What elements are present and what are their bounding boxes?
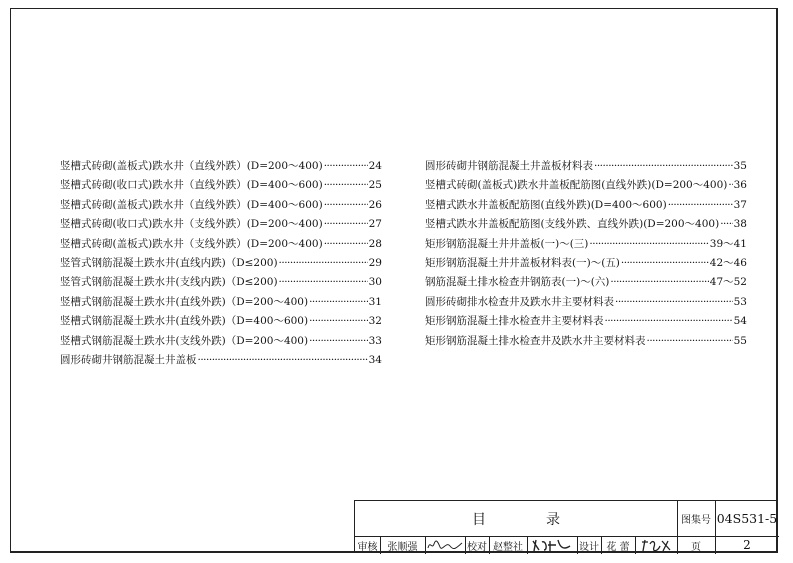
toc-entry-page: 47～52 <box>709 276 747 289</box>
page-label: 页 <box>691 541 701 553</box>
toc-leader-dots <box>309 293 368 312</box>
reviewer-signature-mark <box>426 538 464 552</box>
toc-entry-title: 竖槽式砖砌(盖板式)跌水井（直线外跌）(D=400～600) <box>60 198 323 211</box>
toc-entry <box>425 157 747 176</box>
toc-entry-page: 26 <box>368 198 382 211</box>
toc-leader-dots <box>605 312 733 331</box>
toc-entry <box>60 215 382 234</box>
designer-signature-mark <box>638 538 674 553</box>
designer-name: 花 蕾 <box>606 541 630 553</box>
toc-entry-page: 34 <box>368 353 382 366</box>
toc-entry-page: 32 <box>368 315 382 328</box>
toc-entry-page: 39～41 <box>709 237 747 250</box>
toc-entry <box>60 312 382 331</box>
toc-entry-page: 35 <box>733 160 747 172</box>
toc-entry <box>60 293 382 312</box>
toc-leader-dots <box>610 273 708 292</box>
toc-entry-title: 矩形钢筋混凝土井井盖板(一)～(三) <box>425 237 589 250</box>
toc-entry-page: 38 <box>733 218 747 231</box>
toc-entry-title: 钢筋混凝土排水检查井钢筋表(一)～(六) <box>425 276 610 289</box>
toc-entry <box>425 235 747 254</box>
toc-entry-page: 54 <box>733 315 747 328</box>
toc-entry <box>60 273 382 292</box>
reviewer-name: 张顺强 <box>387 541 418 553</box>
toc-leader-dots <box>324 196 368 215</box>
toc-entry-page: 53 <box>733 295 747 308</box>
toc-entry-title: 竖管式钢筋混凝土跌水井(支线内跌)（D≤200) <box>60 276 278 289</box>
toc-entry-title: 圆形砖砌井钢筋混凝土井盖板 <box>60 353 197 366</box>
toc-entry-title: 竖槽式钢筋混凝土跌水井(直线外跌)（D=200～400) <box>60 295 309 308</box>
toc-entry-page: 33 <box>368 334 382 347</box>
toc-leader-dots <box>309 312 368 331</box>
toc-leader-dots <box>621 254 709 273</box>
toc-leader-dots <box>309 332 368 351</box>
checker-signature-mark <box>530 538 574 553</box>
toc-entry-title: 竖槽式砖砌(收口式)跌水井（直线外跌）(D=400～600) <box>60 179 323 192</box>
toc-entry <box>60 235 382 254</box>
toc-entry-title: 圆形砖砌井钢筋混凝土井盖板材料表 <box>425 160 593 172</box>
toc-leader-dots <box>589 235 708 254</box>
toc-entry-title: 竖槽式砖砌(盖板式)跌水井（支线外跌）(D=200～400) <box>60 237 323 250</box>
toc-entry-title: 竖槽式钢筋混凝土跌水井(支线外跌)（D=200～400) <box>60 334 309 347</box>
toc-entry-page: 36 <box>733 179 747 192</box>
toc-entry-title: 竖槽式砖砌(盖板式)跌水井盖板配筋图(直线外跌)(D=200～400) <box>425 179 728 192</box>
page-number: 2 <box>743 538 751 552</box>
toc-entry-title: 竖槽式跌水井盖板配筋图(支线外跌、直线外跌)(D=200～400) <box>425 218 720 231</box>
check-label: 校对 <box>467 541 487 553</box>
toc-entry-page: 31 <box>368 295 382 308</box>
toc-entry-page: 27 <box>368 218 382 231</box>
toc-leader-dots <box>198 351 368 370</box>
toc-entry-page: 29 <box>368 256 382 269</box>
toc-entry <box>425 293 747 312</box>
toc-entry <box>425 176 747 195</box>
toc-entry <box>425 196 747 215</box>
toc-entry-title: 竖槽式砖砌(盖板式)跌水井（直线外跌）(D=200～400) <box>60 160 323 172</box>
title-block <box>354 500 778 553</box>
toc-entry-title: 竖槽式砖砌(收口式)跌水井（支线外跌）(D=200～400) <box>60 218 323 231</box>
toc-entry-page: 30 <box>368 276 382 289</box>
toc-entry <box>425 215 747 234</box>
toc-entry <box>425 273 747 292</box>
toc-leader-dots <box>324 235 368 254</box>
toc-entry <box>60 176 382 195</box>
toc-leader-dots <box>324 157 368 176</box>
toc-entry-title: 竖槽式跌水井盖板配筋图(直线外跌)(D=400～600) <box>425 198 667 211</box>
toc-entry-page: 25 <box>368 179 382 192</box>
toc-entry-title: 矩形钢筋混凝土排水检查井主要材料表 <box>425 315 604 328</box>
toc-leader-dots <box>324 215 368 234</box>
checker-name: 赵整社 <box>493 541 523 553</box>
toc-entry-page: 37 <box>733 198 747 211</box>
toc-entry <box>60 351 382 370</box>
reviewer-signature <box>425 536 465 554</box>
toc-leader-dots <box>720 215 732 234</box>
toc-right-column <box>425 157 747 351</box>
toc-entry-title: 圆形砖砌排水检查井及跌水井主要材料表 <box>425 295 614 308</box>
toc-left-column <box>60 157 382 370</box>
toc-leader-dots <box>279 273 368 292</box>
toc-entry-page: 42～46 <box>709 256 747 269</box>
toc-entry <box>425 254 747 273</box>
set-number: 04S531-5 <box>716 511 778 526</box>
toc-entry-title: 矩形钢筋混凝土井井盖板材料表(一)～(五) <box>425 256 620 269</box>
toc-entry <box>425 312 747 331</box>
toc-entry-title: 竖管式钢筋混凝土跌水井(直线内跌)（D≤200) <box>60 256 278 269</box>
toc-entry-page: 55 <box>733 334 747 347</box>
toc-leader-dots <box>594 157 733 176</box>
toc-entry <box>60 196 382 215</box>
review-label: 审核 <box>357 541 378 553</box>
toc-leader-dots <box>728 176 732 195</box>
title-block-title: 目录 <box>472 511 620 528</box>
toc-leader-dots <box>668 196 733 215</box>
toc-entry-page: 28 <box>368 237 382 250</box>
toc-leader-dots <box>324 176 368 195</box>
toc-leader-dots <box>647 332 733 351</box>
designer-signature <box>635 536 677 554</box>
toc-entry <box>60 332 382 351</box>
toc-entry <box>60 157 382 176</box>
toc-leader-dots <box>615 293 733 312</box>
toc-entry <box>425 332 747 351</box>
checker-signature <box>527 536 577 554</box>
toc-entry-title: 竖槽式钢筋混凝土跌水井(直线外跌)（D=400～600) <box>60 315 309 328</box>
toc-entry <box>60 254 382 273</box>
set-number-label: 图集号 <box>681 515 711 526</box>
toc-entry-page: 24 <box>368 160 382 172</box>
design-label: 设计 <box>579 541 599 553</box>
toc-leader-dots <box>279 254 368 273</box>
toc-entry-title: 矩形钢筋混凝土排水检查井及跌水井主要材料表 <box>425 334 646 347</box>
